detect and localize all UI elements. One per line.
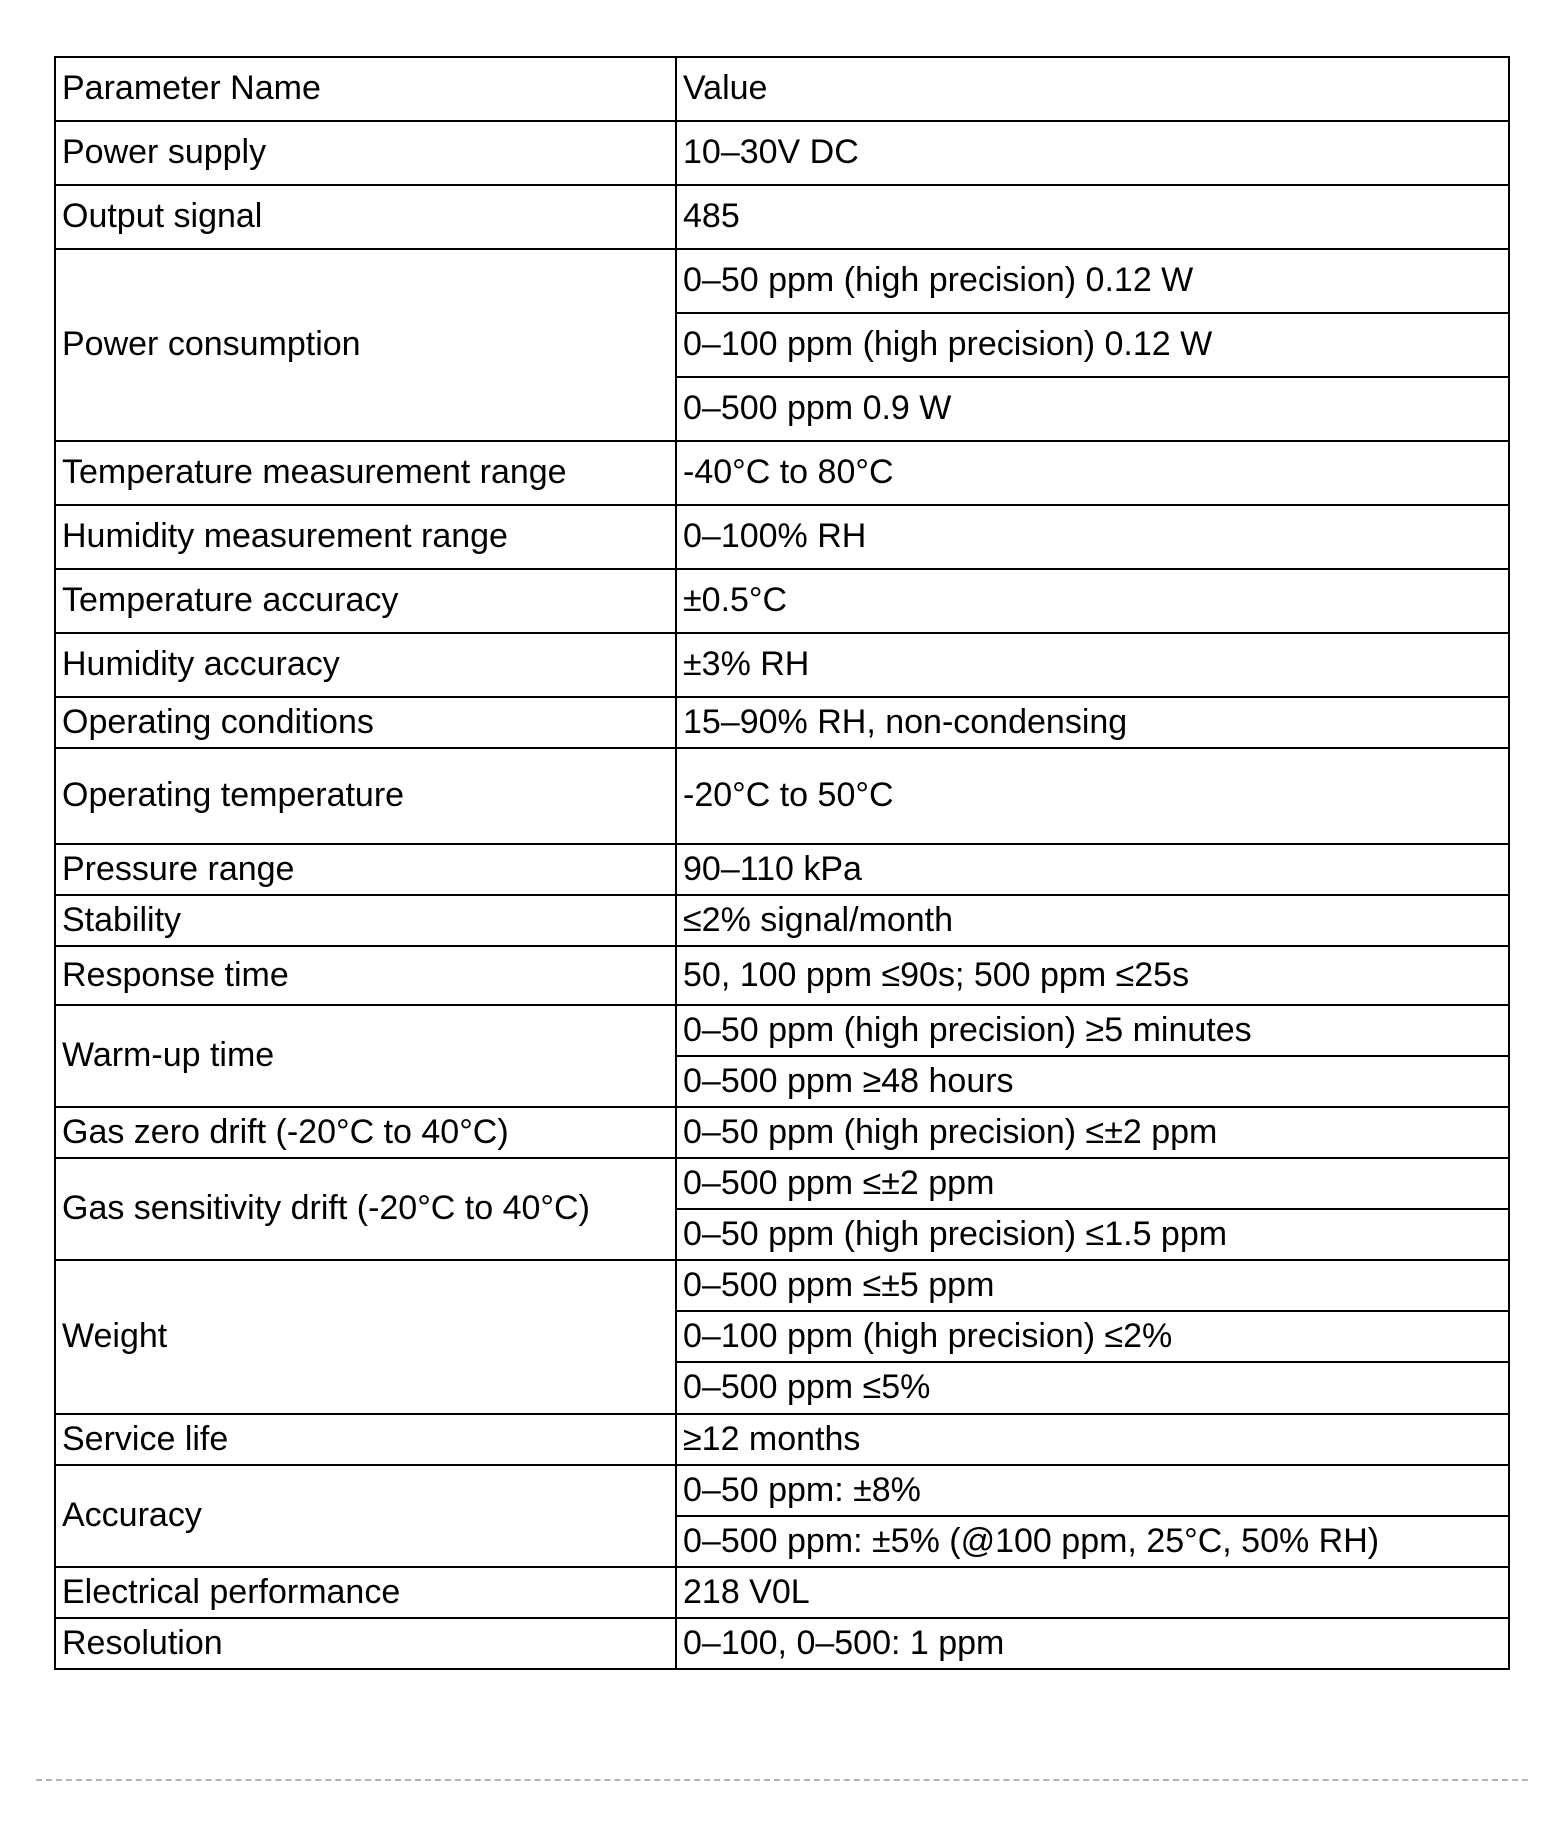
- parameter-name-cell: Power supply: [55, 121, 676, 185]
- table-row: [55, 1005, 1509, 1056]
- parameter-name-cell: Power consumption: [55, 249, 676, 441]
- table-row: [55, 633, 1509, 697]
- value-cell: 0–50 ppm: ±8%: [676, 1465, 1509, 1516]
- parameter-name-cell: Gas sensitivity drift (-20°C to 40°C): [55, 1158, 676, 1260]
- value-cell: ±3% RH: [676, 633, 1509, 697]
- parameter-name-cell: Humidity accuracy: [55, 633, 676, 697]
- value-cell: -40°C to 80°C: [676, 441, 1509, 505]
- table-row: [55, 249, 1509, 313]
- table-row: [55, 441, 1509, 505]
- table-row: [55, 748, 1509, 844]
- parameter-name-cell: Pressure range: [55, 844, 676, 895]
- spec-table: [54, 56, 1510, 1670]
- value-cell: 0–50 ppm (high precision) 0.12 W: [676, 249, 1509, 313]
- value-cell: ≥12 months: [676, 1414, 1509, 1465]
- value-cell: 0–500 ppm ≤±2 ppm: [676, 1158, 1509, 1209]
- value-cell: 50, 100 ppm ≤90s; 500 ppm ≤25s: [676, 946, 1509, 1005]
- dashed-divider: [36, 1779, 1528, 1781]
- parameter-name-cell: Weight: [55, 1260, 676, 1414]
- value-cell: 0–50 ppm (high precision) ≥5 minutes: [676, 1005, 1509, 1056]
- value-cell: 90–110 kPa: [676, 844, 1509, 895]
- parameter-name-cell: Warm-up time: [55, 1005, 676, 1107]
- table-row: [55, 1260, 1509, 1311]
- table-row: [55, 1414, 1509, 1465]
- parameter-name-cell: Accuracy: [55, 1465, 676, 1567]
- value-cell: 0–500 ppm 0.9 W: [676, 377, 1509, 441]
- parameter-name-cell: Electrical performance: [55, 1567, 676, 1618]
- value-cell: 0–100% RH: [676, 505, 1509, 569]
- table-row: [55, 1567, 1509, 1618]
- value-cell: 0–50 ppm (high precision) ≤±2 ppm: [676, 1107, 1509, 1158]
- parameter-name-cell: Operating conditions: [55, 697, 676, 748]
- table-row: [55, 505, 1509, 569]
- parameter-name-cell: Gas zero drift (-20°C to 40°C): [55, 1107, 676, 1158]
- parameter-name-cell: Stability: [55, 895, 676, 946]
- table-row: [55, 844, 1509, 895]
- table-row: [55, 697, 1509, 748]
- value-cell: 0–100 ppm (high precision) 0.12 W: [676, 313, 1509, 377]
- value-cell: 0–500 ppm ≤5%: [676, 1362, 1509, 1414]
- table-row: [55, 1618, 1509, 1669]
- parameter-name-cell: Humidity measurement range: [55, 505, 676, 569]
- value-cell: 0–50 ppm (high precision) ≤1.5 ppm: [676, 1209, 1509, 1260]
- parameter-name-cell: Resolution: [55, 1618, 676, 1669]
- parameter-name-cell: Response time: [55, 946, 676, 1005]
- header-parameter-name: Parameter Name: [55, 57, 676, 121]
- value-cell: ≤2% signal/month: [676, 895, 1509, 946]
- table-row: [55, 946, 1509, 1005]
- table-row: [55, 121, 1509, 185]
- value-cell: 218 V0L: [676, 1567, 1509, 1618]
- parameter-name-cell: Temperature measurement range: [55, 441, 676, 505]
- value-cell: 0–500 ppm ≥48 hours: [676, 1056, 1509, 1107]
- parameter-name-cell: Service life: [55, 1414, 676, 1465]
- value-cell: 485: [676, 185, 1509, 249]
- spec-table-body: [55, 57, 1509, 1669]
- table-row: [55, 1465, 1509, 1516]
- table-row: [55, 895, 1509, 946]
- table-row: [55, 185, 1509, 249]
- value-cell: 0–500 ppm: ±5% (@100 ppm, 25°C, 50% RH): [676, 1516, 1509, 1567]
- value-cell: 15–90% RH, non-condensing: [676, 697, 1509, 748]
- value-cell: ±0.5°C: [676, 569, 1509, 633]
- value-cell: -20°C to 50°C: [676, 748, 1509, 844]
- header-value: Value: [676, 57, 1509, 121]
- parameter-name-cell: Operating temperature: [55, 748, 676, 844]
- value-cell: 10–30V DC: [676, 121, 1509, 185]
- parameter-name-cell: Temperature accuracy: [55, 569, 676, 633]
- value-cell: 0–100 ppm (high precision) ≤2%: [676, 1311, 1509, 1362]
- value-cell: 0–500 ppm ≤±5 ppm: [676, 1260, 1509, 1311]
- value-cell: 0–100, 0–500: 1 ppm: [676, 1618, 1509, 1669]
- table-row: [55, 1107, 1509, 1158]
- table-row: [55, 1158, 1509, 1209]
- table-header-row: [55, 57, 1509, 121]
- table-row: [55, 569, 1509, 633]
- parameter-name-cell: Output signal: [55, 185, 676, 249]
